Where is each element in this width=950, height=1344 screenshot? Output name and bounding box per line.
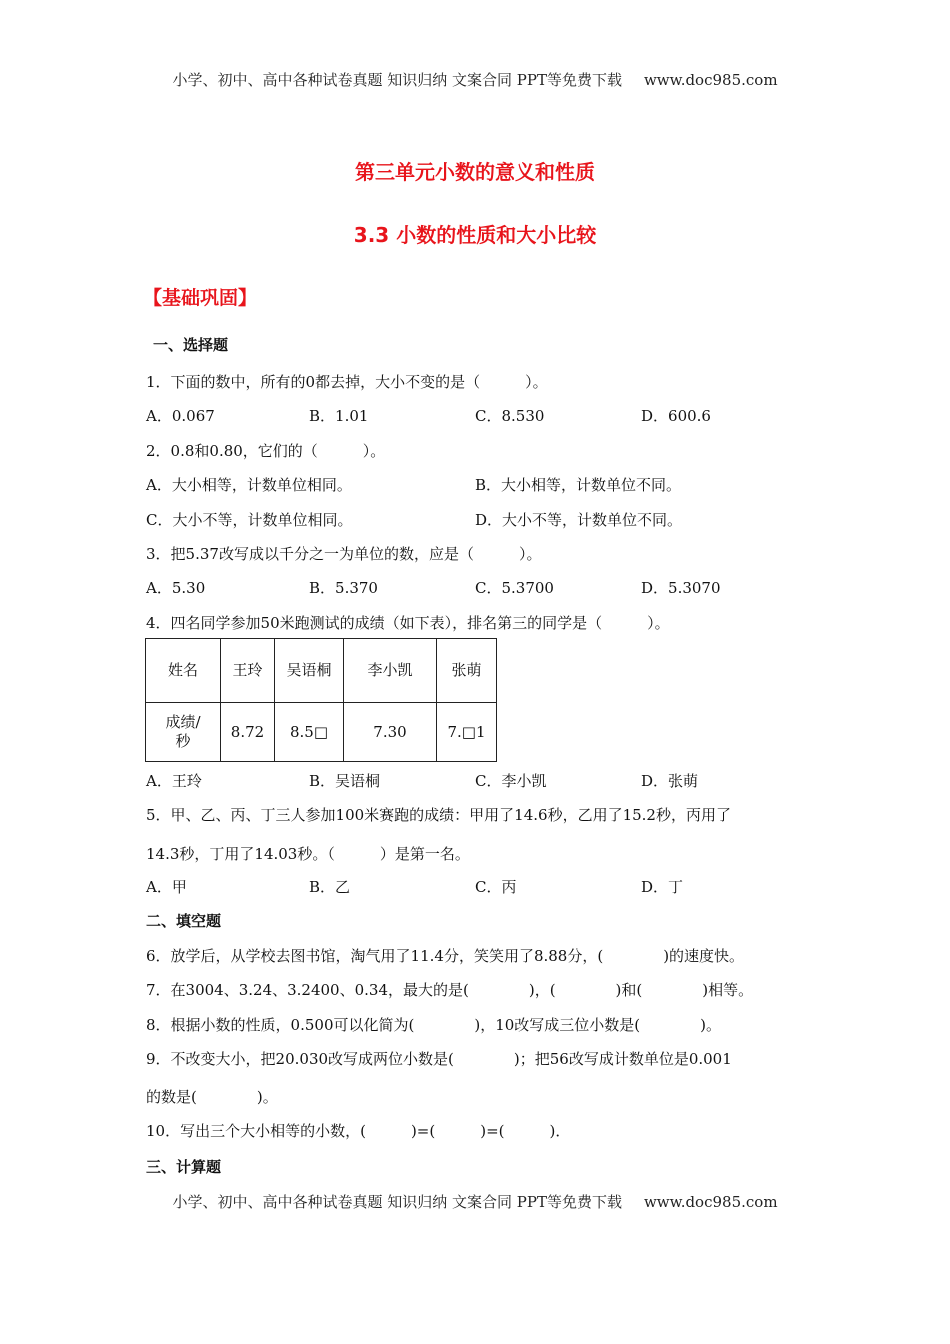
section-heading: 【基础巩固】 bbox=[143, 287, 258, 309]
page-header bbox=[0, 69, 950, 90]
question-3: 3．把5.37改写成以千分之一为单位的数，应是（ ）。 bbox=[146, 545, 542, 563]
q4-option-c: C．李小凯 bbox=[475, 772, 547, 790]
table-header-cell: 吴语桐 bbox=[275, 639, 344, 703]
q4-option-b: B．吴语桐 bbox=[309, 772, 381, 790]
table-cell: 成绩/秒 bbox=[146, 703, 221, 762]
q1-option-b: B．1.01 bbox=[309, 407, 369, 425]
question-5-line-2: 14.3秒，丁用了14.03秒。（ ）是第一名。 bbox=[146, 845, 470, 863]
question-5-line-1: 5．甲、乙、丙、丁三人参加100米赛跑的成绩：甲用了14.6秒，乙用了15.2秒，丙用了 bbox=[146, 806, 731, 824]
table-cell: 8.5□ bbox=[275, 703, 344, 762]
q2-option-b: B．大小相等，计数单位不同。 bbox=[475, 476, 682, 494]
q5-option-b: B．乙 bbox=[309, 878, 351, 896]
q4-option-a: A．王玲 bbox=[146, 772, 202, 790]
question-10: 10．写出三个大小相等的小数，( )=( )=( )． bbox=[146, 1122, 571, 1140]
table-header-cell: 姓名 bbox=[146, 639, 221, 703]
q1-option-a: A．0.067 bbox=[146, 407, 215, 425]
header-site: www.doc985.com bbox=[643, 71, 778, 89]
q1-option-d: D．600.6 bbox=[641, 407, 711, 425]
part-heading-calc: 三、计算题 bbox=[146, 1158, 222, 1176]
question-2: 2．0.8和0.80，它们的（ ）。 bbox=[146, 442, 386, 460]
table-row bbox=[146, 639, 497, 703]
question-7: 7．在3004、3.24、3.2400、0.34，最大的是( )，( )和( )相等。 bbox=[146, 981, 754, 999]
table-header-cell: 李小凯 bbox=[344, 639, 437, 703]
table-header-cell: 王玲 bbox=[221, 639, 275, 703]
q2-option-a: A．大小相等，计数单位相同。 bbox=[146, 476, 352, 494]
page-subtitle: 3.3 小数的性质和大小比较 bbox=[353, 223, 597, 247]
q2-option-d: D．大小不等，计数单位不同。 bbox=[475, 511, 683, 529]
question-9-line-1: 9．不改变大小，把20.030改写成两位小数是( )；把56改写成计数单位是0.001 bbox=[146, 1050, 732, 1068]
part-heading-choice: 一、选择题 bbox=[153, 336, 229, 354]
table-cell: 8.72 bbox=[221, 703, 275, 762]
q2-option-c: C．大小不等，计数单位相同。 bbox=[146, 511, 353, 529]
page-title: 第三单元小数的意义和性质 bbox=[355, 160, 595, 184]
q5-option-c: C．丙 bbox=[475, 878, 517, 896]
q3-option-d: D．5.3070 bbox=[641, 579, 721, 597]
table-cell: 7.30 bbox=[344, 703, 437, 762]
question-9-line-2: 的数是( )。 bbox=[146, 1088, 278, 1106]
q3-option-b: B．5.370 bbox=[309, 579, 378, 597]
q3-option-c: C．5.3700 bbox=[475, 579, 554, 597]
question-1: 1．下面的数中，所有的0都去掉，大小不变的是（ ）。 bbox=[146, 373, 548, 391]
table-header-cell: 张萌 bbox=[437, 639, 497, 703]
footer-text: 小学、初中、高中各种试卷真题 知识归纳 文案合同 PPT等免费下载 bbox=[172, 1193, 622, 1211]
table-cell: 7.□1 bbox=[437, 703, 497, 762]
q3-option-a: A．5.30 bbox=[146, 579, 206, 597]
table-row bbox=[146, 703, 497, 762]
question-4: 4．四名同学参加50米跑测试的成绩（如下表），排名第三的同学是（ ）。 bbox=[146, 614, 670, 632]
header-text: 小学、初中、高中各种试卷真题 知识归纳 文案合同 PPT等免费下载 bbox=[172, 71, 622, 89]
q5-option-d: D．丁 bbox=[641, 878, 684, 896]
q1-option-c: C．8.530 bbox=[475, 407, 545, 425]
question-8: 8．根据小数的性质，0.500可以化简为( )，10改写成三位小数是( )。 bbox=[146, 1016, 721, 1034]
score-table bbox=[145, 638, 497, 762]
q5-option-a: A．甲 bbox=[146, 878, 187, 896]
question-6: 6．放学后，从学校去图书馆，淘气用了11.4分，笑笑用了8.88分，( )的速度快。 bbox=[146, 947, 745, 965]
footer-site: www.doc985.com bbox=[643, 1193, 778, 1211]
page-footer bbox=[0, 1191, 950, 1212]
q4-option-d: D．张萌 bbox=[641, 772, 699, 790]
part-heading-fill: 二、填空题 bbox=[146, 912, 222, 930]
